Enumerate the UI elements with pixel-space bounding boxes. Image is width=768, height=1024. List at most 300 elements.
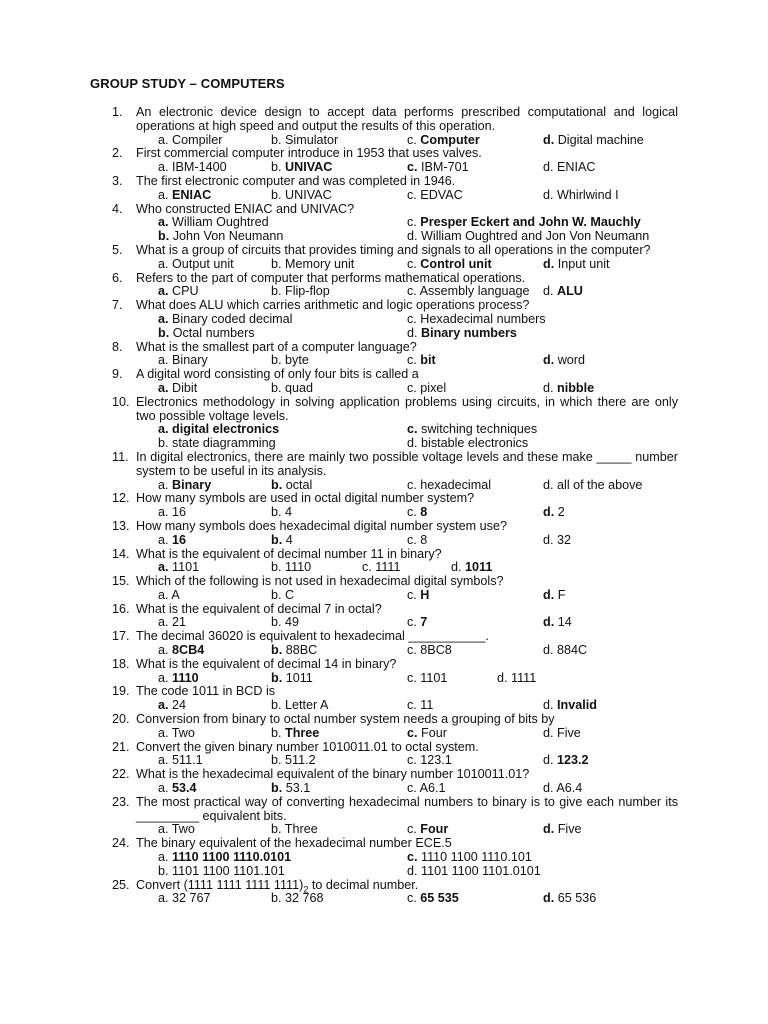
- answer-option: [543, 727, 581, 741]
- option-text: John Von Neumann: [172, 229, 284, 244]
- option-letter: c.: [407, 160, 418, 175]
- answer-option: [271, 134, 338, 148]
- answer-option: [543, 382, 594, 396]
- option-letter: b.: [271, 698, 282, 713]
- question-text: [136, 106, 678, 134]
- answer-option: [158, 479, 211, 493]
- option-letter: a.: [158, 284, 169, 299]
- answer-option: [407, 437, 528, 451]
- option-letter: b.: [271, 256, 282, 271]
- option-letter: b.: [271, 725, 282, 740]
- answer-option: [407, 782, 446, 796]
- answer-option: [543, 892, 596, 906]
- option-letter: d.: [543, 643, 554, 658]
- option-text: word: [557, 353, 585, 368]
- question-text-part: What is the equivalent of decimal number 11 in binary?: [136, 546, 442, 561]
- option-letter: b.: [271, 670, 283, 685]
- option-text: 884C: [557, 643, 588, 658]
- answer-option: [271, 258, 354, 272]
- option-text: IBM-1400: [172, 160, 227, 175]
- answer-option: [158, 851, 291, 865]
- option-letter: d.: [497, 670, 508, 685]
- question-number: 14.: [112, 546, 130, 561]
- question-text: [136, 768, 678, 782]
- option-text: quad: [285, 380, 314, 395]
- option-text: Octal numbers: [172, 325, 255, 340]
- option-letter: b.: [271, 532, 283, 547]
- answer-option: [158, 423, 279, 437]
- option-text: Presper Eckert and John W. Mauchly: [420, 215, 641, 230]
- answer-option: [158, 727, 195, 741]
- option-letter: a.: [158, 891, 169, 906]
- answer-option: [158, 134, 222, 148]
- option-letter: a.: [158, 615, 169, 630]
- option-text: 8CB4: [172, 643, 205, 658]
- answer-option: [407, 230, 649, 244]
- answer-option: [158, 754, 203, 768]
- option-letter: a.: [158, 560, 169, 575]
- question-item: [112, 451, 678, 492]
- option-letter: a.: [158, 670, 169, 685]
- answer-option: [543, 189, 619, 203]
- answer-option: [451, 561, 492, 575]
- option-letter: c.: [407, 753, 417, 768]
- question-text: [136, 603, 678, 617]
- option-text: 123.2: [557, 753, 589, 768]
- question-text: [136, 147, 678, 161]
- option-letter: c.: [407, 725, 418, 740]
- answer-option: [271, 589, 294, 603]
- option-letter: c.: [407, 422, 418, 437]
- option-text: Compiler: [172, 132, 223, 147]
- question-item: [112, 575, 678, 603]
- option-letter: b.: [271, 187, 282, 202]
- option-text: 1110: [172, 670, 199, 685]
- option-text: EDVAC: [420, 187, 463, 202]
- answer-option: [407, 727, 447, 741]
- page-title: GROUP STUDY – COMPUTERS: [90, 76, 285, 91]
- answer-option: [271, 782, 310, 796]
- answer-option: [271, 754, 316, 768]
- answer-option: [407, 644, 452, 658]
- option-letter: b.: [271, 477, 283, 492]
- question-item: [112, 685, 678, 713]
- option-text: IBM-701: [421, 160, 469, 175]
- answer-row: [136, 892, 678, 906]
- answer-row: [136, 354, 678, 368]
- option-letter: a.: [158, 822, 169, 837]
- option-text: 1101 1100 1101.101: [172, 863, 285, 878]
- answer-option: [543, 134, 644, 148]
- answer-option: [543, 782, 582, 796]
- option-letter: c.: [407, 615, 417, 630]
- question-text-part: The decimal 36020 is equivalent to hexadecimal ___________.: [136, 629, 489, 644]
- option-text: 14: [557, 615, 572, 630]
- answer-option: [158, 285, 199, 299]
- option-text: hexadecimal: [420, 477, 492, 492]
- answer-option: [158, 437, 276, 451]
- question-text: [136, 299, 678, 313]
- option-text: Control unit: [420, 256, 492, 271]
- option-text: Input unit: [557, 256, 610, 271]
- question-item: [112, 548, 678, 576]
- option-letter: d.: [407, 863, 418, 878]
- answer-option: [407, 865, 541, 879]
- option-letter: c.: [407, 132, 417, 147]
- question-number: 2.: [112, 146, 123, 161]
- option-letter: b.: [271, 781, 283, 796]
- option-text: A6.1: [419, 781, 446, 796]
- answer-row: [136, 313, 678, 327]
- question-text: [136, 741, 678, 755]
- answer-option: [158, 865, 285, 879]
- option-text: C: [285, 587, 295, 602]
- question-text: [136, 272, 678, 286]
- answer-option: [407, 589, 429, 603]
- option-letter: c.: [407, 380, 417, 395]
- answer-option: [543, 699, 597, 713]
- option-text: 24: [172, 698, 187, 713]
- answer-option: [543, 589, 565, 603]
- option-text: Five: [557, 822, 582, 837]
- question-text: [136, 630, 678, 644]
- question-number: 5.: [112, 242, 123, 257]
- question-number: 16.: [112, 601, 130, 616]
- option-text: Five: [557, 725, 581, 740]
- question-text: [136, 520, 678, 534]
- option-letter: b.: [271, 132, 282, 147]
- question-text: [136, 368, 678, 382]
- answer-row: [136, 727, 678, 741]
- option-text: Binary: [172, 353, 208, 368]
- option-letter: d.: [543, 132, 555, 147]
- option-text: Letter A: [285, 698, 329, 713]
- option-text: H: [420, 587, 430, 602]
- answer-row: [136, 534, 678, 548]
- option-letter: c.: [407, 187, 417, 202]
- option-text: Digital machine: [557, 132, 644, 147]
- answer-option: [271, 382, 313, 396]
- option-text: all of the above: [557, 477, 643, 492]
- question-number: 7.: [112, 298, 123, 313]
- answer-option: [407, 672, 447, 686]
- answer-option: [407, 754, 452, 768]
- answer-option: [271, 727, 319, 741]
- question-text-part: How many symbols does hexadecimal digital number system use?: [136, 518, 507, 533]
- option-text: Three: [284, 822, 318, 837]
- answer-row: [136, 423, 678, 437]
- option-letter: c.: [362, 560, 372, 575]
- option-text: 8BC8: [420, 643, 452, 658]
- answer-row: [136, 134, 678, 148]
- option-text: ALU: [557, 284, 583, 299]
- question-number: 12.: [112, 491, 130, 506]
- option-letter: d.: [543, 891, 555, 906]
- question-item: [112, 492, 678, 520]
- answer-option: [543, 616, 572, 630]
- option-letter: a.: [158, 850, 169, 865]
- option-text: 16: [172, 505, 187, 520]
- question-text-part: Convert the given binary number 1010011.01 to octal system.: [136, 739, 479, 754]
- option-text: 65 536: [557, 891, 597, 906]
- option-text: Three: [285, 725, 320, 740]
- answer-row: [136, 382, 678, 396]
- answer-row: [136, 230, 678, 244]
- question-text: [136, 796, 678, 824]
- option-text: 1110: [285, 560, 312, 575]
- answer-row: [136, 161, 678, 175]
- answer-option: [543, 161, 596, 175]
- answer-option: [158, 644, 204, 658]
- question-item: [112, 713, 678, 741]
- question-item: [112, 741, 678, 769]
- option-letter: a.: [158, 781, 169, 796]
- question-item: [112, 299, 678, 340]
- question-item: [112, 520, 678, 548]
- option-letter: d.: [543, 256, 555, 271]
- option-letter: c.: [407, 284, 417, 299]
- option-letter: d.: [543, 698, 554, 713]
- option-text: 53.1: [285, 781, 311, 796]
- option-text: state diagramming: [172, 436, 276, 451]
- question-text-part: What is a group of circuits that provides timing and signals to all operations in the computer?: [136, 242, 651, 257]
- option-letter: a.: [158, 753, 169, 768]
- option-text: ENIAC: [557, 160, 596, 175]
- option-text: 1101: [420, 670, 448, 685]
- answer-option: [407, 161, 469, 175]
- option-text: 8: [420, 532, 428, 547]
- option-letter: c.: [407, 822, 417, 837]
- option-text: F: [557, 587, 566, 602]
- option-text: switching techniques: [421, 422, 538, 437]
- question-number: 24.: [112, 836, 130, 851]
- option-letter: c.: [407, 353, 417, 368]
- answer-row: [136, 479, 678, 493]
- question-number: 4.: [112, 201, 123, 216]
- answer-row: [136, 782, 678, 796]
- answer-option: [543, 823, 582, 837]
- answer-option: [158, 230, 283, 244]
- answer-option: [158, 313, 292, 327]
- answer-row: [136, 754, 678, 768]
- question-text-part: The binary equivalent of the hexadecimal number ECE.5: [136, 836, 452, 851]
- option-letter: c.: [407, 215, 417, 230]
- option-text: byte: [285, 353, 309, 368]
- question-item: [112, 272, 678, 300]
- answer-option: [543, 754, 589, 768]
- question-text: [136, 575, 678, 589]
- question-number: 15.: [112, 574, 130, 589]
- option-letter: b.: [158, 325, 170, 340]
- option-letter: d.: [543, 187, 554, 202]
- question-item: [112, 368, 678, 396]
- question-number: 8.: [112, 339, 123, 354]
- option-letter: b.: [158, 229, 170, 244]
- answer-option: [271, 285, 330, 299]
- answer-row: [136, 327, 678, 341]
- answer-option: [158, 382, 197, 396]
- answer-option: [158, 782, 197, 796]
- option-letter: b.: [271, 284, 282, 299]
- option-letter: a.: [158, 532, 169, 547]
- question-item: [112, 603, 678, 631]
- option-text: 8: [420, 505, 428, 520]
- option-text: Binary: [172, 477, 212, 492]
- option-letter: d.: [543, 753, 554, 768]
- option-letter: b.: [271, 353, 282, 368]
- question-text-part: Convert (1111 1111 1111 1111): [136, 877, 304, 892]
- option-text: Two: [171, 822, 195, 837]
- option-letter: c.: [407, 891, 417, 906]
- option-letter: d.: [543, 353, 555, 368]
- answer-option: [271, 644, 317, 658]
- question-text-part: What is the hexadecimal equivalent of the binary number 1010011.01?: [136, 767, 530, 782]
- option-letter: d.: [543, 160, 554, 175]
- option-letter: a.: [158, 643, 169, 658]
- option-letter: d.: [543, 284, 554, 299]
- question-item: [112, 203, 678, 244]
- option-text: Simulator: [285, 132, 339, 147]
- option-text: Computer: [420, 132, 480, 147]
- option-text: 65 535: [420, 891, 459, 906]
- option-text: UNIVAC: [285, 160, 333, 175]
- option-letter: c.: [407, 477, 417, 492]
- question-text: [136, 451, 678, 479]
- answer-option: [407, 134, 480, 148]
- answer-option: [407, 216, 641, 230]
- question-item: [112, 147, 678, 175]
- answer-option: [407, 534, 427, 548]
- answer-option: [271, 561, 311, 575]
- option-letter: d.: [543, 781, 554, 796]
- option-letter: d.: [451, 560, 462, 575]
- question-text: [136, 203, 678, 217]
- question-item: [112, 879, 678, 907]
- option-text: 21: [172, 615, 187, 630]
- question-text-part: Which of the following is not used in hexadecimal digital symbols?: [136, 574, 504, 589]
- option-letter: d.: [543, 380, 554, 395]
- answer-option: [407, 354, 436, 368]
- answer-option: [271, 823, 318, 837]
- question-number: 22.: [112, 767, 130, 782]
- option-letter: b.: [271, 615, 282, 630]
- option-letter: c.: [407, 256, 417, 271]
- option-text: Output unit: [172, 256, 234, 271]
- question-item: [112, 630, 678, 658]
- answer-option: [271, 506, 292, 520]
- option-text: A6.4: [556, 781, 583, 796]
- question-number: 9.: [112, 367, 123, 382]
- answer-option: [158, 616, 186, 630]
- answer-option: [407, 823, 448, 837]
- question-text: [136, 396, 678, 424]
- answer-option: [543, 534, 571, 548]
- answer-row: [136, 851, 678, 865]
- option-letter: b.: [271, 587, 282, 602]
- answer-option: [158, 823, 195, 837]
- option-text: 1111: [375, 560, 401, 575]
- question-item: [112, 341, 678, 369]
- answer-option: [407, 258, 492, 272]
- option-text: Binary numbers: [421, 325, 517, 340]
- answer-option: [158, 258, 234, 272]
- option-letter: b.: [271, 160, 282, 175]
- option-text: William Oughtred: [172, 215, 269, 230]
- option-letter: b.: [158, 436, 169, 451]
- option-text: Hexadecimal numbers: [420, 311, 546, 326]
- question-item: [112, 244, 678, 272]
- question-text: [136, 837, 678, 851]
- option-letter: b.: [271, 753, 282, 768]
- option-text: bistable electronics: [421, 436, 529, 451]
- answer-option: [271, 354, 309, 368]
- option-text: Binary coded decimal: [172, 311, 293, 326]
- question-text-part: Who constructed ENIAC and UNIVAC?: [136, 201, 355, 216]
- option-text: 49: [285, 615, 300, 630]
- option-text: 11: [420, 698, 434, 713]
- question-number: 21.: [112, 739, 130, 754]
- option-text: Whirlwind I: [557, 187, 619, 202]
- option-letter: c.: [407, 505, 417, 520]
- option-letter: c.: [407, 781, 417, 796]
- answer-row: [136, 672, 678, 686]
- question-text-part: What is the equivalent of decimal 7 in octal?: [136, 601, 382, 616]
- question-number: 1.: [112, 105, 123, 119]
- option-letter: b.: [158, 863, 169, 878]
- option-letter: d.: [543, 587, 555, 602]
- answer-option: [158, 216, 269, 230]
- answer-option: [407, 189, 463, 203]
- answer-option: [362, 561, 401, 575]
- option-text: Memory unit: [285, 256, 355, 271]
- question-text: [136, 492, 678, 506]
- option-letter: a.: [158, 505, 169, 520]
- question-text-part: The most practical way of converting hexadecimal numbers to binary is to give each number its _________ equivalent bits.: [136, 794, 678, 823]
- option-letter: b.: [271, 505, 282, 520]
- option-text: Flip-flop: [285, 284, 330, 299]
- option-letter: a.: [158, 187, 169, 202]
- answer-option: [543, 506, 565, 520]
- option-letter: a.: [158, 160, 169, 175]
- question-item: [112, 768, 678, 796]
- answer-option: [407, 506, 427, 520]
- question-text-part: to decimal number.: [308, 877, 419, 892]
- option-text: 2: [557, 505, 565, 520]
- option-text: CPU: [172, 284, 199, 299]
- answer-option: [158, 354, 208, 368]
- answer-row: [136, 865, 678, 879]
- answer-option: [271, 699, 328, 713]
- answer-option: [407, 616, 427, 630]
- option-text: 4: [285, 505, 293, 520]
- option-letter: b.: [271, 560, 282, 575]
- option-text: 4: [285, 532, 293, 547]
- question-subscript: 2: [303, 884, 309, 895]
- option-letter: c.: [407, 532, 417, 547]
- option-letter: d.: [543, 615, 555, 630]
- question-text-part: An electronic device design to accept data performs prescribed computational and logical operations at high speed and output the results of this operation.: [136, 105, 678, 133]
- question-text: [136, 244, 678, 258]
- option-text: ENIAC: [172, 187, 212, 202]
- option-text: 123.1: [420, 753, 452, 768]
- option-letter: b.: [271, 822, 282, 837]
- question-number: 13.: [112, 518, 130, 533]
- option-letter: b.: [271, 643, 283, 658]
- answer-row: [136, 437, 678, 451]
- option-text: 1101: [172, 560, 200, 575]
- question-text-part: Conversion from binary to octal number system needs a grouping of bits by: [136, 712, 555, 727]
- answer-option: [407, 699, 433, 713]
